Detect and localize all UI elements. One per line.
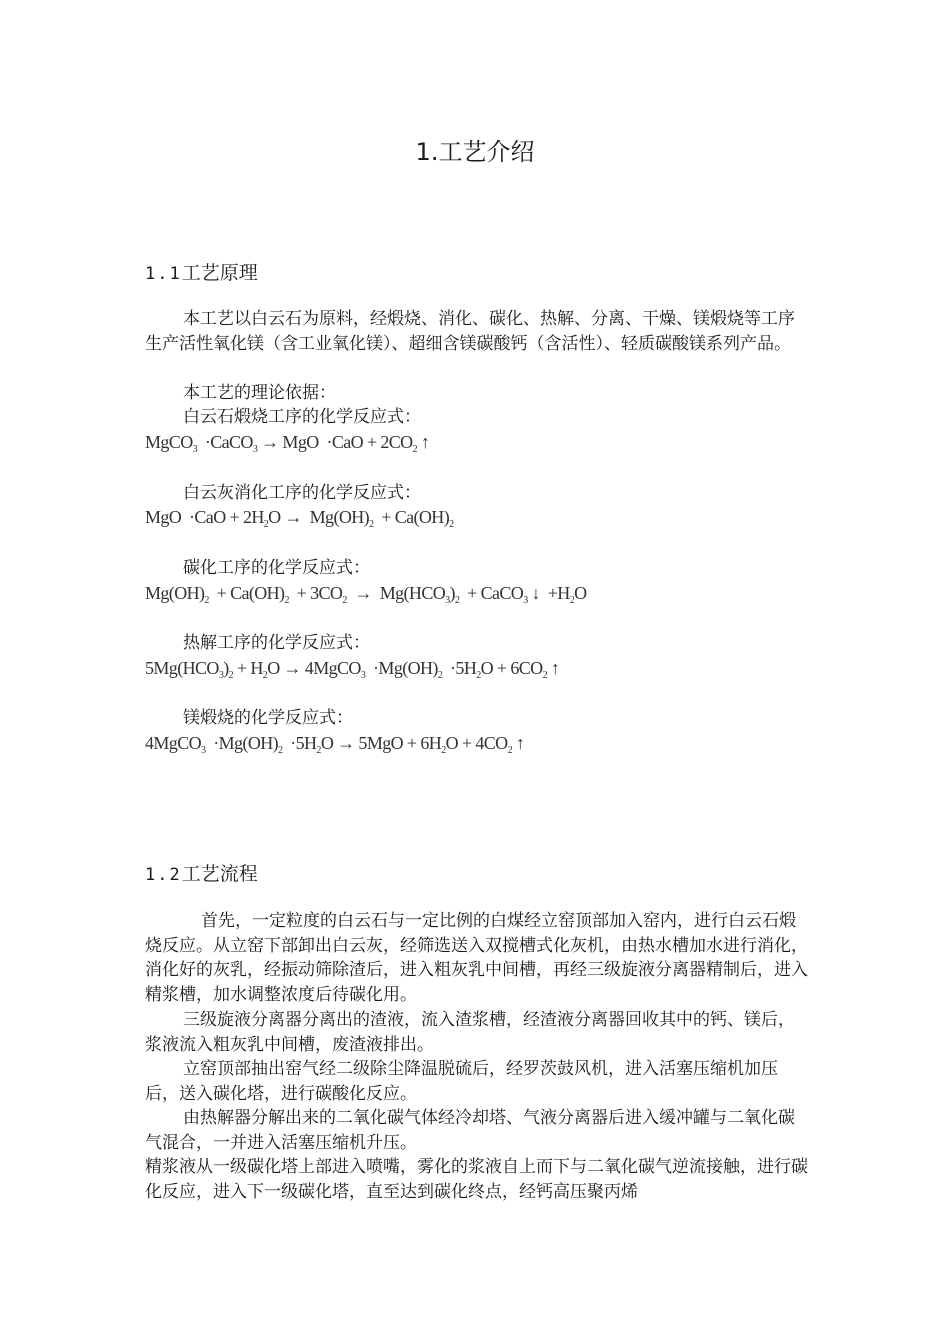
process-paragraph-1: 首先，一定粒度的白云石与一定比例的白煤经立窑顶部加入窑内，进行白云石煅烧反应。从立窑下部卸出白云灰，经筛选送入双搅槽式化灰机，由热水槽加水进行消化，消化好的灰乳，经振动筛除渣后，进入粗灰乳中间槽，再经三级旋液分离器精制后，进入精浆槽，加水调整浓度后待碳化用。 [145, 911, 808, 1005]
section-title: 工艺原理 [181, 262, 258, 284]
reaction-label-pyrolysis: 热解工序的化学反应式： [183, 633, 370, 653]
reaction-label-mg-calcination: 镁煅烧的化学反应式： [183, 708, 353, 728]
reaction-label-carbonation: 碳化工序的化学反应式： [183, 558, 370, 578]
section-title: 工艺流程 [181, 863, 258, 885]
equation-slaking: MgO $\cdot CaO + 2H_2O \to Mg(OH)_2 + Ca(OH)_2$ [145, 507, 454, 530]
basis-label: 本工艺的理论依据： [183, 383, 336, 403]
section-number: 1.1 [145, 264, 182, 284]
section-number: 1.2 [145, 865, 182, 885]
process-paragraph-2: 三级旋液分离器分离出的渣液，流入渣浆槽，经渣液分离器回收其中的钙、镁后，浆液流入粗灰乳中间槽，废渣液排出。 [145, 1010, 795, 1055]
section-heading-1-2 [145, 859, 258, 886]
reaction-label-calcination: 白云石煅烧工序的化学反应式： [183, 407, 421, 427]
equation-carbonation: $Mg(OH)_2 + Ca(OH)_2 + 3CO_2 \to Mg(HCO_3)_2$ + CaCO$_3$ ↓ $+H_2O$ [145, 583, 587, 606]
page-title: 1.工艺介绍 [415, 138, 535, 166]
process-paragraph-4: 由热解器分解出来的二氧化碳气体经冷却塔、气液分离器后进入缓冲罐与二氧化碳气混合，一并进入活塞压缩机升压。 [145, 1108, 795, 1153]
intro-paragraph: 本工艺以白云石为原料，经煅烧、消化、碳化、热解、分离、干燥、镁煅烧等工序生产活性氧化镁（含工业氧化镁）、超细含镁碳酸钙（含活性）、轻质碳酸镁系列产品。 [145, 309, 795, 354]
reaction-label-slaking: 白云灰消化工序的化学反应式： [183, 483, 421, 503]
equation-pyrolysis: $5Mg(HCO_3)_2 + H_2O$ → 4MgCO$_3$ $\cdot Mg(OH)_2 \cdot 5H_2O + 6CO_2$ ↑ [145, 658, 560, 681]
section-heading-1-1 [145, 258, 258, 285]
process-paragraph-3: 立窑顶部抽出窑气经二级除尘降温脱硫后，经罗茨鼓风机，进入活塞压缩机加压后，送入碳化塔，进行碳酸化反应。 [145, 1059, 778, 1104]
equation-calcination: MgCO$_3$ ·CaCO$_3$ → MgO $\cdot CaO + 2CO_2$ ↑ [145, 432, 430, 455]
equation-mg-calcination: 4MgCO$_3$ $\cdot Mg(OH)_2 \cdot 5H_2O \to 5MgO + 6H_2O + 4CO_2$ ↑ [145, 733, 525, 756]
process-paragraph-5: 精浆液从一级碳化塔上部进入喷嘴，雾化的浆液自上而下与二氧化碳气逆流接触，进行碳化反应，进入下一级碳化塔，直至达到碳化终点，经钙高压聚丙烯 [145, 1157, 808, 1202]
